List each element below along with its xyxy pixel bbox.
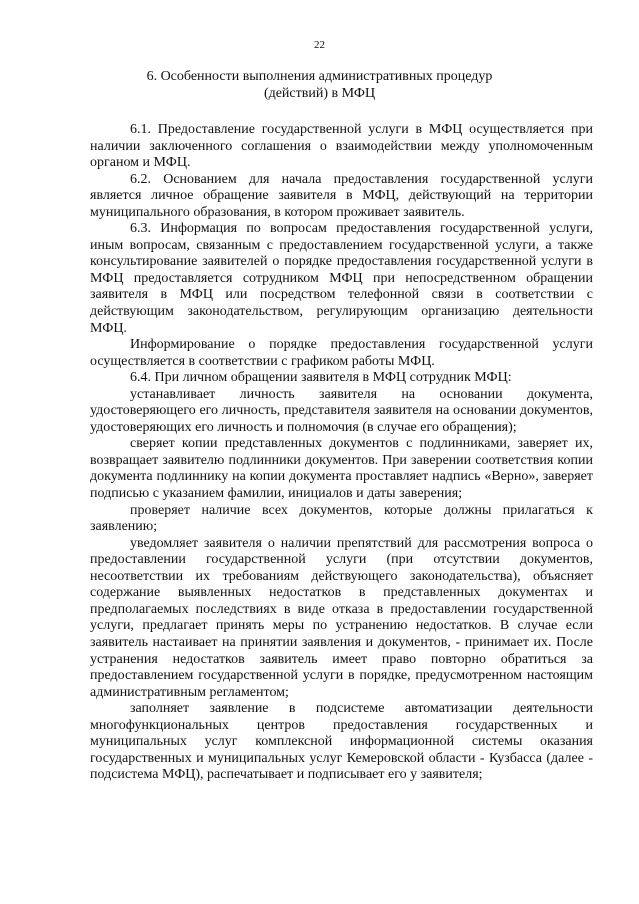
paragraph-6-3: 6.3. Информация по вопросам предоставления государственной услуги, иным вопросам, связанным с предоставлением государственной услуги, а также консультирование заявителей о порядке предоставления государственной услуги в МФЦ предоставляется сотрудником МФЦ при непосредственном обращении заявителя в МФЦ или посредством телефонной связи в соответствии с действующим законодательством, регулирующим организацию деятельности МФЦ.	[90, 221, 593, 336]
paragraph-copy-verification: сверяет копии представленных документов с подлинниками, заверяет их, возвращает заявителю подлинники документов. При заверении соответствия копии документа подлиннику на копии документа проставляет надпись «Верно», заверяет подписью с указанием фамилии, инициалов и даты заверения;	[90, 436, 593, 502]
paragraph-6-2: 6.2. Основанием для начала предоставления государственной услуги является личное обращение заявителя в МФЦ, действующий на территории муниципального образования, в котором проживает заявитель.	[90, 171, 593, 220]
paragraph-6-4: 6.4. При личном обращении заявителя в МФЦ сотрудник МФЦ:	[130, 370, 512, 386]
section-heading-line-1: 6. Особенности выполнения административных процедур	[146, 69, 493, 84]
paragraph-document-check: проверяет наличие всех документов, которые должны прилагаться к заявлению;	[90, 502, 593, 535]
page-number: 22	[314, 39, 325, 51]
paragraph-application-entry: заполняет заявление в подсистеме автоматизации деятельности многофункциональных центров предоставления государственных и муниципальных услуг комплексной информационной системы оказания государственных и муниципальных услуг Кемеровской области - Кузбасса (далее - подсистема МФЦ), распечатывает и подписывает его у заявителя;	[90, 701, 593, 783]
section-heading	[90, 68, 549, 102]
paragraph-informing: Информирование о порядке предоставления государственной услуги осуществляется в соответствии с графиком работы МФЦ.	[90, 337, 593, 369]
section-heading-line-2: (действий) в МФЦ	[263, 86, 376, 101]
paragraph-6-1: 6.1. Предоставление государственной услуги в МФЦ осуществляется при наличии заключенного соглашения о взаимодействии между уполномоченным органом и МФЦ.	[90, 122, 593, 171]
document-body	[90, 122, 593, 784]
paragraph-obstacle-notice: уведомляет заявителя о наличии препятствий для рассмотрения вопроса о предоставлении государственной услуги (при отсутствии документов, несоответствии их требованиям действующего законодательства), объясняет содержание выявленных недостатков в представленных документах и предполагаемых последствиях в виде отказа в предоставлении государственной услуги, предлагает принять меры по устранению недостатков. В случае если заявитель настаивает на принятии заявления и документов, - принимает их. После устранения недостатков заявитель имеет право повторно обратиться за предоставлением государственной услуги в порядке, предусмотренном настоящим административным регламентом;	[90, 535, 593, 700]
paragraph-identity-check: устанавливает личность заявителя на основании документа, удостоверяющего его личность, представителя заявителя на основании документов, удостоверяющих его личность и полномочия (в случае его обращения);	[90, 386, 593, 435]
